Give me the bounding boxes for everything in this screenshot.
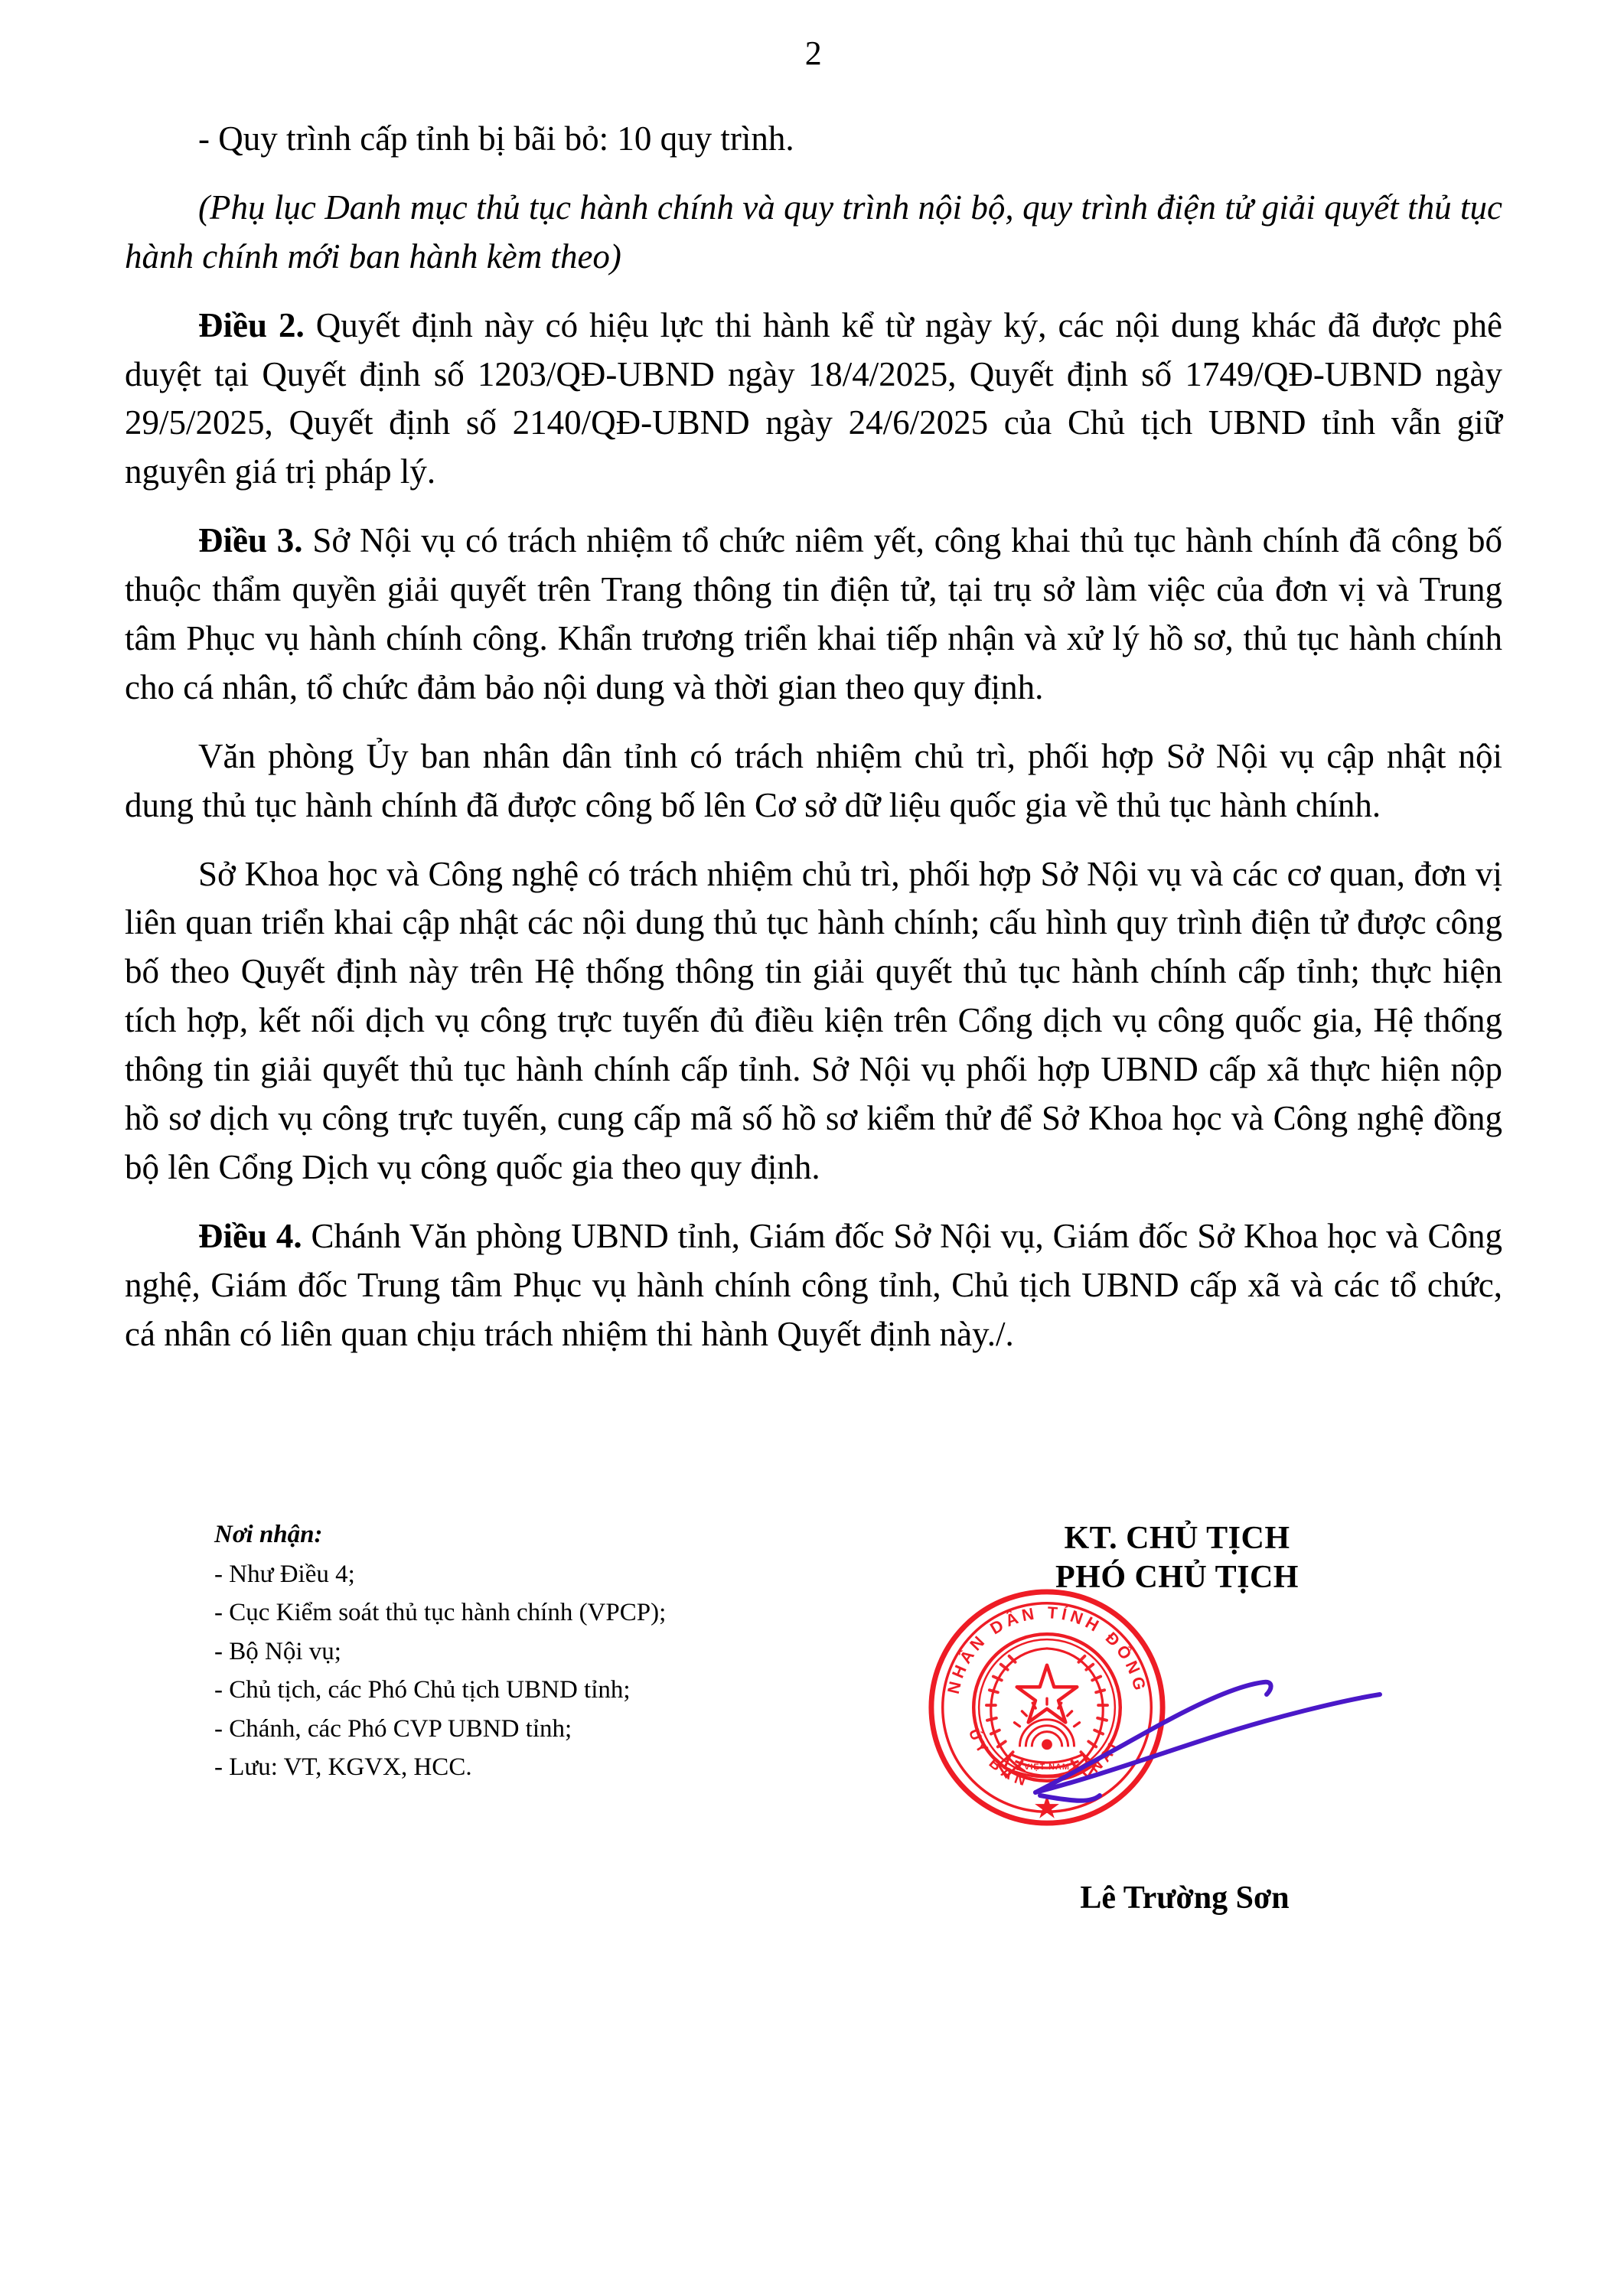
page-number: 2 bbox=[804, 34, 823, 72]
article-text-dieu-4: Chánh Văn phòng UBND tỉnh, Giám đốc Sở Nội vụ, Giám đốc Sở Khoa học và Công nghệ, Giám đốc Trung tâm Phục vụ hành chính công tỉnh, Chủ tịch UBND cấp xã và các tổ chức, cá nhân có liên quan chịu trách nhiệm thi hành Quyết định này./. bbox=[125, 1216, 1503, 1353]
article-dieu-3 bbox=[125, 517, 1502, 713]
recipients-block bbox=[214, 1519, 796, 1786]
recipients-list bbox=[214, 1555, 796, 1787]
svg-text:ỦY BAN: ỦY BAN bbox=[964, 1726, 1032, 1791]
article-text-dieu-2: Quyết định này có hiệu lực thi hành kể từ ngày ký, các nội dung khác đã được phê duyệt tại Quyết định số 1203/QĐ-UBND ngày 18/4/2025, Quyết định số 1749/QĐ-UBND ngày 29/5/2025, Quyết định số 2140/QĐ-UBND ngày 24/6/2025 của Chủ tịch UBND tỉnh vẫn giữ nguyên giá trị pháp lý. bbox=[125, 305, 1502, 491]
document-footer bbox=[125, 1519, 1502, 1994]
svg-text:VIỆT NAM: VIỆT NAM bbox=[1024, 1762, 1070, 1772]
recipient-item: - Bộ Nội vụ; bbox=[214, 1637, 341, 1665]
paragraph-text-so-khoa-hoc-cong-nghe: Sở Khoa học và Công nghệ có trách nhiệm chủ trì, phối hợp Sở Nội vụ và các cơ quan, đơn vị liên quan triển khai cập nhật các nội dung thủ tục hành chính; cấu hình quy trình điện tử được công bố theo Quyết định này trên Hệ thống thông tin giải quyết thủ tục hành chính cấp tỉnh; thực hiện tích hợp, kết nối dịch vụ công trực tuyến đủ điều kiện trên Cổng dịch vụ công quốc gia, Hệ thống thông tin giải quyết thủ tục hành chính cấp tỉnh. Sở Nội vụ phối hợp UBND cấp xã thực hiện nộp hồ sơ dịch vụ công trực tuyến, cung cấp mã số hồ sơ kiểm thử để Sở Khoa học và Công nghệ đồng bộ lên Cổng Dịch vụ công quốc gia theo quy định. bbox=[125, 854, 1502, 1186]
recipient-item: - Chánh, các Phó CVP UBND tỉnh; bbox=[214, 1714, 572, 1743]
signer-name: Lê Trường Sơn bbox=[1080, 1880, 1290, 1916]
article-dieu-4 bbox=[125, 1212, 1502, 1359]
svg-text:NHÂN DÂN TỈNH ĐỒNG: NHÂN DÂN TỈNH ĐỒNG bbox=[943, 1603, 1151, 1696]
appendix-note: (Phụ lục Danh mục thủ tục hành chính và quy trình nội bộ, quy trình điện tử giải quyết thủ tục hành chính mới ban hành kèm theo) bbox=[125, 188, 1502, 276]
recipient-item: - Chủ tịch, các Phó Chủ tịch UBND tỉnh; bbox=[214, 1676, 631, 1704]
svg-text:NAI: NAI bbox=[1087, 1737, 1124, 1776]
signature-title-line1: KT. CHỦ TỊCH bbox=[1064, 1521, 1290, 1556]
article-dieu-2 bbox=[125, 302, 1502, 497]
article-label-dieu-4: Điều 4. bbox=[198, 1216, 302, 1255]
paragraph-van-phong-ubnd bbox=[125, 732, 1502, 830]
recipient-item: - Cục Kiểm soát thủ tục hành chính (VPCP); bbox=[214, 1599, 667, 1627]
article-label-dieu-3: Điều 3. bbox=[198, 521, 303, 560]
paragraph-so-khoa-hoc-cong-nghe bbox=[125, 850, 1502, 1192]
bullet-line: - Quy trình cấp tỉnh bị bãi bỏ: 10 quy trình. bbox=[198, 119, 794, 158]
paragraph-text-van-phong-ubnd: Văn phòng Ủy ban nhân dân tỉnh có trách nhiệm chủ trì, phối hợp Sở Nội vụ cập nhật nội dung thủ tục hành chính đã được công bố lên Cơ sở dữ liệu quốc gia về thủ tục hành chính. bbox=[125, 736, 1502, 824]
signature-title-line2: PHÓ CHỦ TỊCH bbox=[1055, 1560, 1299, 1596]
page-content bbox=[125, 0, 1502, 1358]
article-label-dieu-2: Điều 2. bbox=[198, 305, 305, 344]
article-text-dieu-3: Sở Nội vụ có trách nhiệm tổ chức niêm yết, công khai thủ tục hành chính đã công bố thuộc thẩm quyền giải quyết trên Trang thông tin điện tử, tại trụ sở làm việc của đơn vị và Trung tâm Phục vụ hành chính công. Khẩn trương triển khai tiếp nhận và xử lý hồ sơ, thủ tục hành chính cho cá nhân, tổ chức đảm bảo nội dung và thời gian theo quy định. bbox=[125, 521, 1502, 706]
recipient-item: - Như Điều 4; bbox=[214, 1560, 355, 1588]
document-body bbox=[125, 115, 1502, 1358]
recipient-item: - Lưu: VT, KGVX, HCC. bbox=[214, 1753, 472, 1781]
official-seal-icon bbox=[926, 1587, 1168, 1828]
recipients-title: Nơi nhận: bbox=[214, 1521, 323, 1548]
